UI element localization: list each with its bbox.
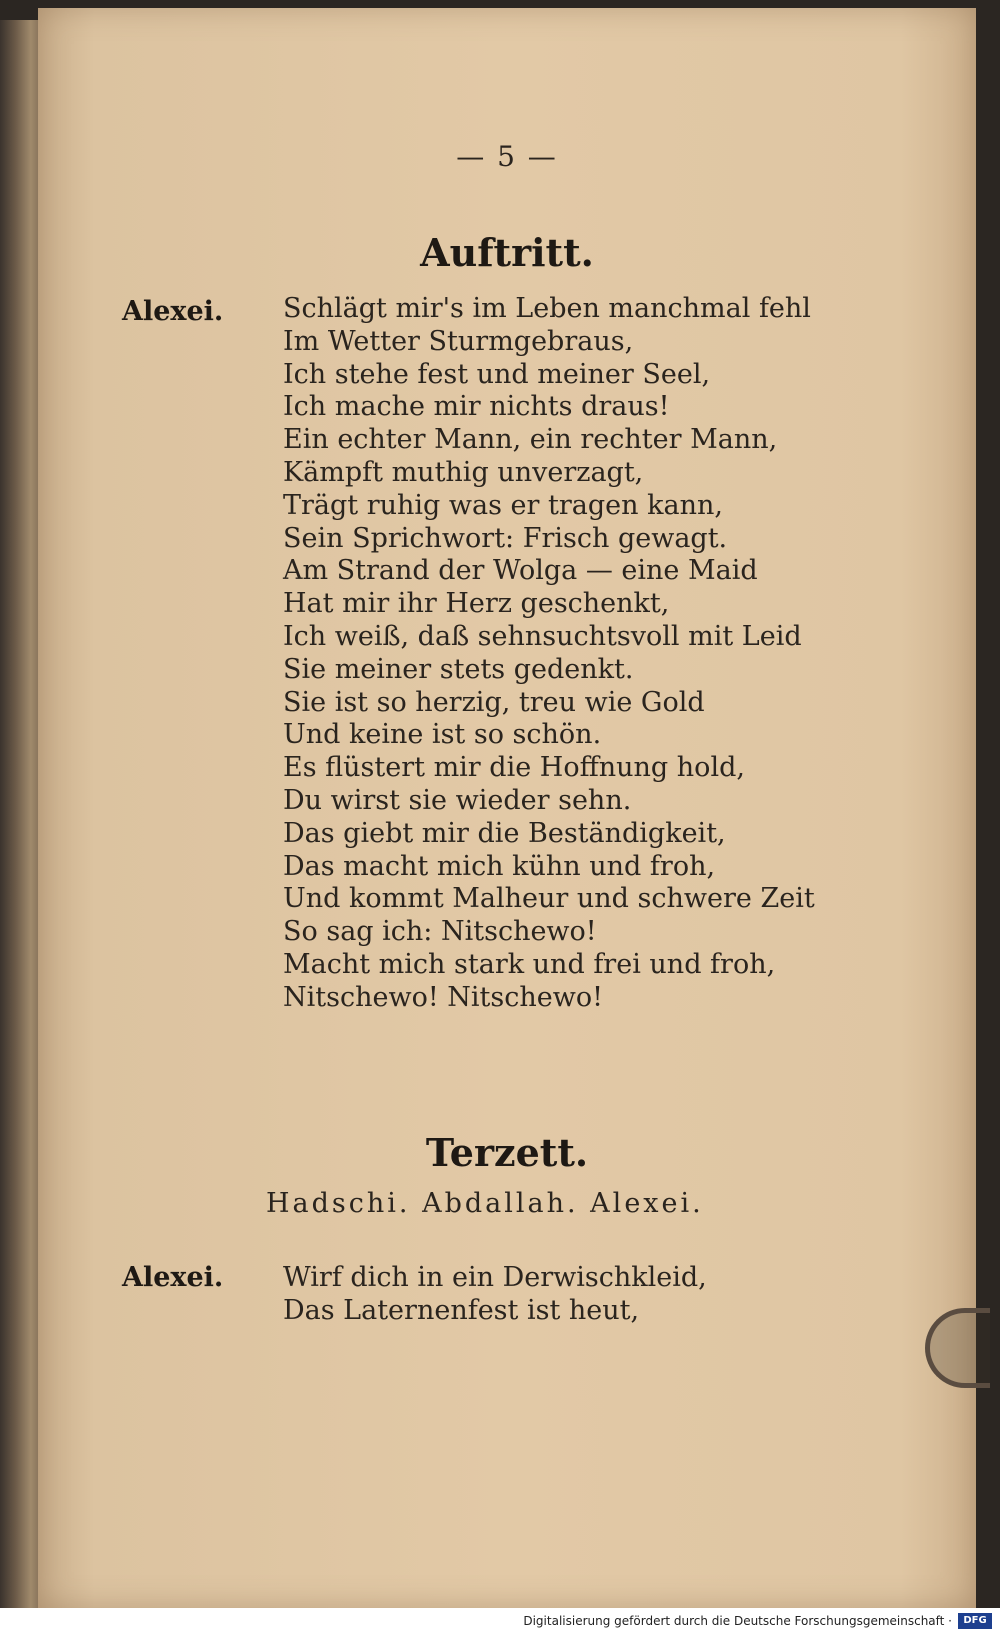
verse-line: Das giebt mir die Beständigkeit,: [283, 817, 726, 849]
verse-line: Ich stehe fest und meiner Seel,: [283, 358, 711, 390]
verse-block: [283, 1262, 707, 1328]
verse-line: Und kommt Malheur und schwere Zeit: [283, 883, 815, 915]
page-number: — 5 —: [456, 140, 558, 173]
dfg-logo-icon: DFG: [958, 1613, 992, 1629]
verse-line: Am Strand der Wolga — eine Maid: [283, 555, 758, 587]
section-title-auftritt: Auftritt.: [420, 230, 594, 275]
verse-line: So sag ich: Nitschewo!: [283, 916, 597, 948]
verse-line: Nitschewo! Nitschewo!: [283, 981, 603, 1013]
speaker-label: Alexei.: [122, 1262, 224, 1293]
verse-line: Hat mir ihr Herz geschenkt,: [283, 588, 670, 620]
cast-list: Hadschi. Abdallah. Alexei.: [266, 1188, 704, 1219]
verse-line: Sie meiner stets gedenkt.: [283, 653, 634, 685]
verse-line: Sie ist so herzig, treu wie Gold: [283, 686, 705, 718]
verse-line: Im Wetter Sturmgebraus,: [283, 325, 634, 357]
book-page: [38, 8, 976, 1608]
verse-line: Ein echter Mann, ein rechter Mann,: [283, 424, 778, 456]
verse-line: Das Laternenfest ist heut,: [283, 1294, 640, 1326]
verse-line: Ich mache mir nichts draus!: [283, 391, 670, 423]
verse-line: Schlägt mir's im Leben manchmal fehl: [283, 293, 811, 324]
verse-line: Macht mich stark und frei und froh,: [283, 948, 776, 980]
verse-line: Sein Sprichwort: Frisch gewagt.: [283, 522, 728, 554]
speaker-label: Alexei.: [122, 296, 224, 327]
verse-line: Du wirst sie wieder sehn.: [283, 784, 632, 816]
footer-bar: [0, 1608, 1000, 1636]
verse-line: Trägt ruhig was er tragen kann,: [283, 489, 723, 521]
verse-line: Ich weiß, daß sehnsuchtsvoll mit Leid: [283, 620, 802, 652]
section-title-terzett: Terzett.: [425, 1130, 589, 1175]
verse-line: Kämpft muthig unverzagt,: [283, 456, 644, 488]
verse-line: Und keine ist so schön.: [283, 719, 602, 751]
verse-line: Wirf dich in ein Derwischkleid,: [283, 1262, 707, 1293]
verse-line: Es flüstert mir die Hoffnung hold,: [283, 752, 745, 784]
footer-credit: Digitalisierung gefördert durch die Deutsche Forschungsgemeinschaft ·: [523, 1614, 952, 1628]
verse-block: [283, 293, 815, 1015]
verse-line: Das macht mich kühn und froh,: [283, 850, 716, 882]
